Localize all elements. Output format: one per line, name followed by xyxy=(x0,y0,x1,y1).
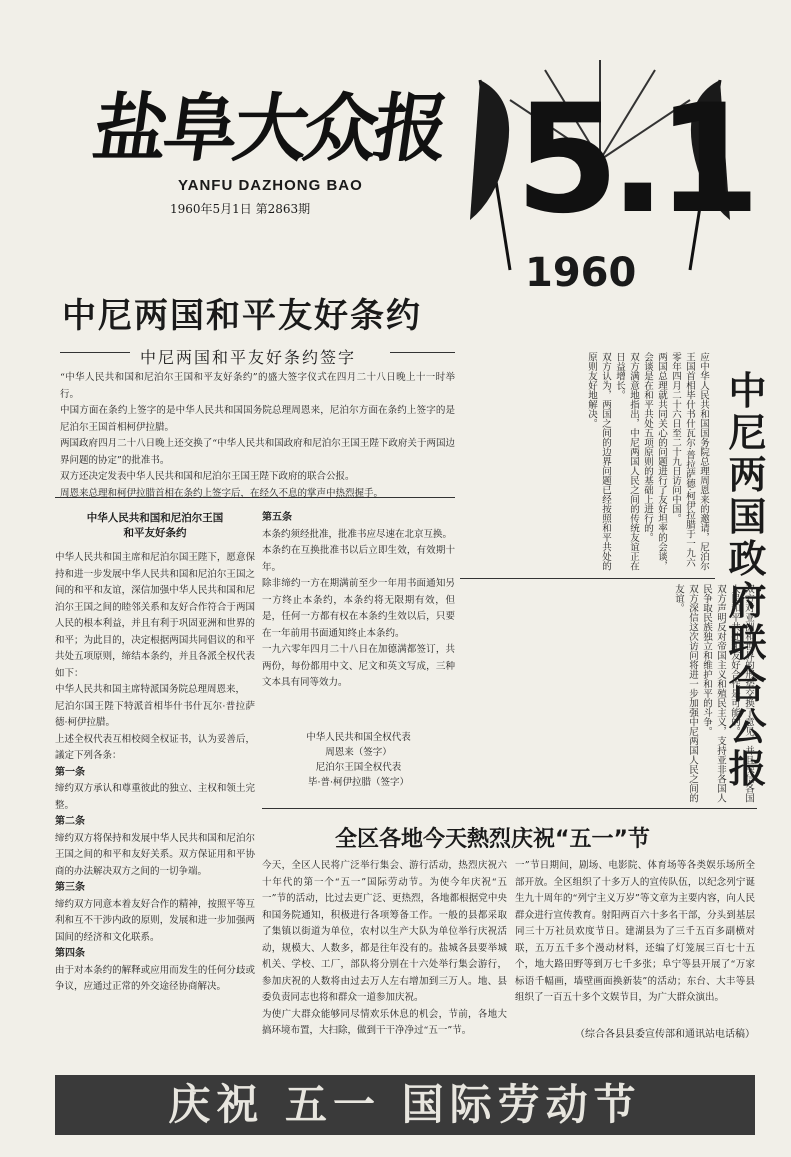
communique-lower-columns xyxy=(455,584,755,806)
divider xyxy=(262,808,757,809)
celebration-headline: 全区各地今天熱烈庆祝“五一”节 xyxy=(335,827,650,852)
communique-headline: 中尼两国政府联合公报 xyxy=(728,369,767,791)
communique-upper-columns xyxy=(460,352,710,574)
treaty-summary-box xyxy=(60,370,455,499)
article-title: 第一条 xyxy=(55,766,85,778)
summary-paragraph: “中华人民共和国和尼泊尔王国和平友好条约”的盛大签字仪式在四月二十八日晚上十一时举行。 xyxy=(60,372,455,400)
treaty-paragraph: 上述全权代表互相校阅全权证书，认为妥善后，議定下列各条： xyxy=(55,733,255,761)
article-text: 缔约双方同意本着友好合作的精神，按照平等互利和互不干涉内政的原则，发展和进一步加强两国间的经济和文化联系。 xyxy=(55,898,255,943)
treaty-paragraph: 本条约在互换批准书以后立即生效，有效期十年。 xyxy=(262,545,455,573)
communique-paragraph: 应中华人民共和国国务院总理周恩来的邀请，尼泊尔王国首相毕什书什瓦尔·普拉萨德·柯伊拉腊于一九六零年四月二十六日至二十九日访问中国。 xyxy=(670,352,709,571)
treaty-paragraph: 尼泊尔国王陛下特派首相毕什书什瓦尔·普拉萨德·柯伊拉腊。 xyxy=(55,700,255,728)
holiday-number: 5.1 xyxy=(515,73,751,247)
communique-paragraph: 两国总理就共同关心的问题进行了友好坦率的会谈，会谈是在和平共处五项原则的基础上进行的。 xyxy=(642,352,667,571)
article-text: 缔约双方承认和尊重彼此的独立、主权和领土完整。 xyxy=(55,783,255,811)
treaty-paragraph: 中华人民共和国主席特派国务院总理周恩来， xyxy=(55,684,246,695)
article-text: 由于对本条约的解释或应用而发生的任何分歧或争议，应通过正常的外交途径协商解决。 xyxy=(55,964,255,992)
news-credit: （综合各县县委宣传部和通讯站电话稿） xyxy=(575,1029,755,1040)
holiday-year: 1960 xyxy=(525,250,637,296)
article-title: 第二条 xyxy=(55,816,85,827)
treaty-signatures xyxy=(262,730,455,790)
treaty-left-column xyxy=(55,550,255,1055)
signature-line: 中华人民共和国全权代表 xyxy=(306,732,411,743)
article-title: 第三条 xyxy=(55,882,85,893)
newspaper-title: 盐阜大众报 xyxy=(88,86,451,172)
newspaper-pinyin: YANFU DAZHONG BAO xyxy=(178,177,363,194)
treaty-subheadline: 中尼两国和平友好条约签字 xyxy=(140,348,357,367)
signature-line: 尼泊尔王国全权代表 xyxy=(315,762,402,773)
signature-line: 周恩来（签字） xyxy=(325,747,392,758)
divider xyxy=(460,578,715,579)
article-text: 缔约双方将保持和发展中华人民共和国和尼泊尔王国之间的和平和友好关系。双方保证用和平协商的办法解决双方之间的一切争端。 xyxy=(55,832,255,877)
celebration-paragraph: 今天，全区人民将广泛举行集会、游行活动，热烈庆祝六十年代的第一个“五一”国际劳动节。为使今年庆祝“五一”节的活动，比过去更广泛、更热烈，各地都根据党中央和国务院通知，积极进行各项筹备工作。一般的县都采取了集镇以街道为单位，农村以生产大队为单位举行庆祝活动，规模大、人数多，都是往年没有的。盐城各县要举城机关、学校、工厂，部队将分别在十六处举行集会游行，参加庆祝的人数将由过去万人左右增加到三万人。地、县委负责同志也将和群众一道参加庆祝。 xyxy=(262,860,507,1003)
treaty-middle-column xyxy=(262,510,455,725)
celebration-right-column xyxy=(515,858,755,1018)
treaty-headline: 中尼两国和平友好条约 xyxy=(62,296,422,336)
left-flag-icon xyxy=(470,80,510,270)
treaty-text-title xyxy=(55,510,255,540)
communique-paragraph: 双方对亚洲和世界的形势交换了意见，并且深信各国人民和平共处和友好合作是可能的。 xyxy=(729,584,754,803)
divider xyxy=(390,352,455,353)
article-text: 本条约须经批准，批准书应尽速在北京互换。 xyxy=(262,528,453,540)
treaty-paragraph: 中华人民共和国主席和尼泊尔国王陛下，愿意保持和进一步发展中华人民共和国和尼泊尔王国之间的和平和友谊，深信加强中华人民共和国和尼泊尔王国之间的睦邻关系和友好合作符合于两国人民的根本利益，并且有利于巩固亚洲和世界的和平；为此目的，决定根据两国共同倡议的和平共处五项原则，缔结本条约，并且各派全权代表如下： xyxy=(55,552,255,679)
treaty-paragraph: 一九六零年四月二十八日在加德满都签订，共两份，每份都用中文、尼文和英文写成，三种文本具有同等效力。 xyxy=(262,644,455,688)
celebration-paragraph: 为使广大群众能够同尽情欢乐休息的机会，节前，各地大搞环境布置，大扫除，做到干干净净过“五一”节。 xyxy=(262,1008,507,1036)
celebration-paragraph: 一”节日期间，剧场、电影院、体育场等各类娱乐场所全部开放。全区组织了十多万人的宣传队伍，以纪念列宁诞生九十周年的“列宁主义万岁”等文章为主要内容，向人民群众进行宣传教育。射阳两百六十多名干部，分头到基层同三十万社员欢度节日。建湖县为了三千五百多副横对联，五万五千多个漫动材料，还编了灯笼展三百七十五个，地大路田野等到万七千多张；阜宁等县开展了“万家标语千幅画，墙壁画面换新装”的活动；东台、大丰等县组织了一百五十多个文娱节目，为广大群众演出。 xyxy=(515,860,755,1003)
divider xyxy=(60,352,130,353)
treaty-text-title-line: 和平友好条约 xyxy=(123,527,187,539)
communique-paragraph: 双方声明反对帝国主义和殖民主义，支持亚非各国人民争取民族独立和维护和平的斗争。 xyxy=(701,584,726,803)
celebration-left-column xyxy=(262,858,507,1048)
communique-paragraph: 双方深信这次访问将进一步加强中尼两国人民之间的友谊。 xyxy=(673,584,698,803)
communique-paragraph: 双方满意地指出，中尼两国人民之间的传统友谊正在日益增长。 xyxy=(614,352,639,571)
summary-paragraph: 中国方面在条约上签字的是中华人民共和国国务院总理周恩来，尼泊尔方面在条约上签字的是尼泊尔王国首相柯伊拉腊。 xyxy=(60,405,455,433)
summary-paragraph: 两国政府四月二十八日晚上还交换了“中华人民共和国政府和尼泊尔王国王陛下政府关于两国边界问题的协定”的批准书。 xyxy=(60,438,455,466)
divider xyxy=(55,497,455,498)
issue-dateline: 1960年5月1日 第2863期 xyxy=(170,202,311,216)
signature-line: 毕·普·柯伊拉腊（签字） xyxy=(307,777,410,788)
article-title: 第五条 xyxy=(262,512,292,523)
treaty-text-title-line: 中华人民共和国和尼泊尔王国 xyxy=(86,512,224,524)
summary-paragraph: 双方还决定发表中华人民共和国和尼泊尔王国王陛下政府的联合公报。 xyxy=(60,471,355,482)
article-title: 第四条 xyxy=(55,948,85,959)
summary-paragraph: 周恩来总理和柯伊拉腊首相在条约上签字后，在经久不息的掌声中热烈握手。 xyxy=(60,487,384,499)
may-day-banner: 庆祝 五一 国际劳动节 xyxy=(55,1075,755,1135)
treaty-paragraph: 除非缔约一方在期满前至少一年用书面通知另一方终止本条约，本条约将无限期有效，但是，任何一方都有权在本条约生效以后，只要在一年前用书面通知终止本条约。 xyxy=(262,578,455,639)
communique-paragraph: 双方认为，两国之间的边界问题已经按照和平共处的原则友好地解决。 xyxy=(586,352,611,571)
